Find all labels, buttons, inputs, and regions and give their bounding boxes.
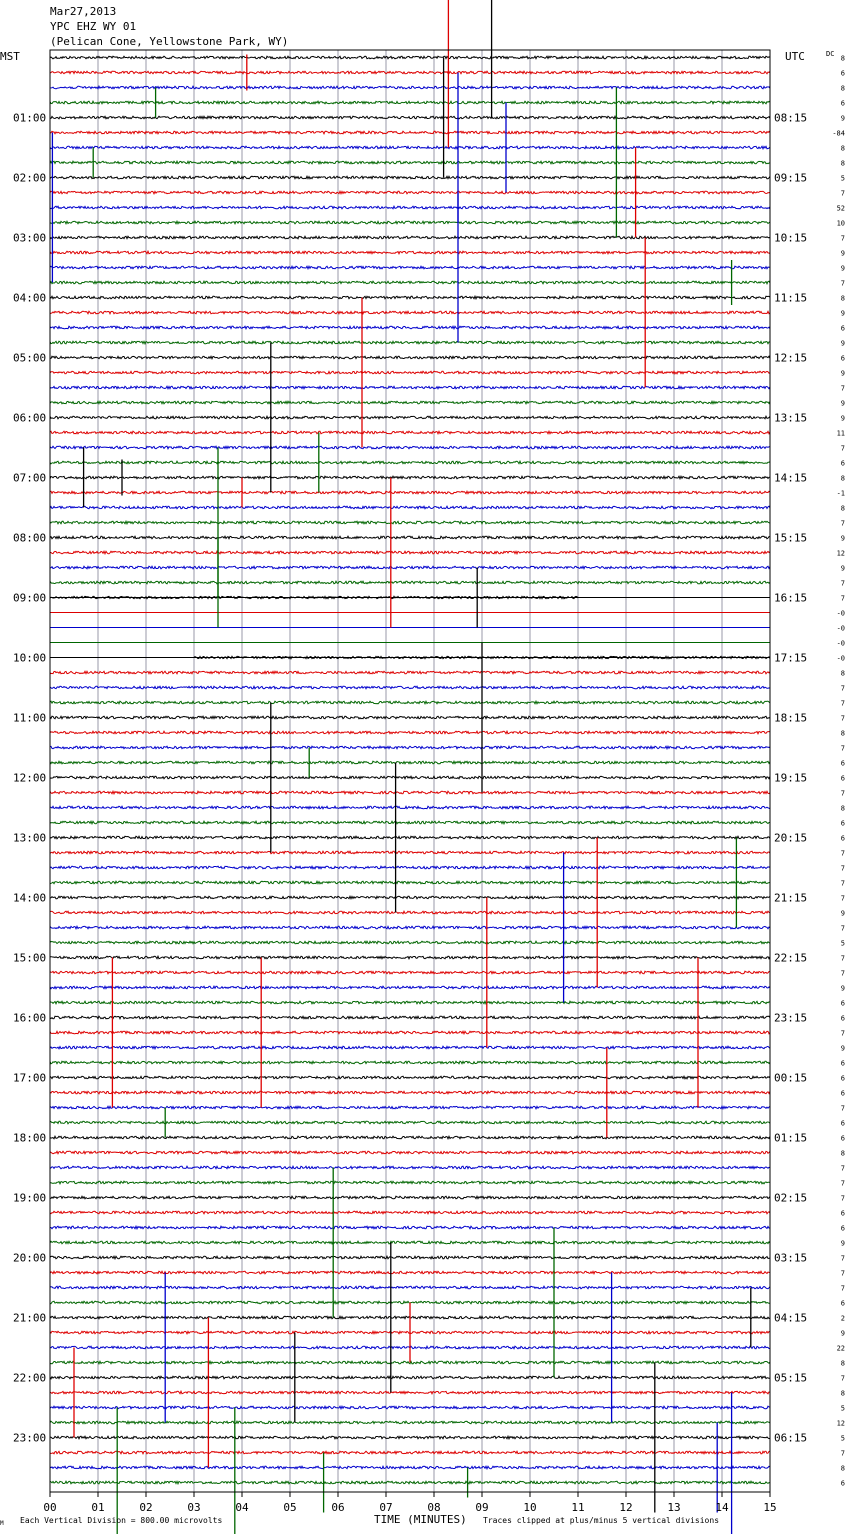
x-tick-label: 00 <box>43 1501 57 1514</box>
right-hour-label: 10:15 <box>774 231 808 245</box>
left-hour-label: 21:00 <box>13 1311 47 1325</box>
right-hour-label: 17:15 <box>774 651 808 665</box>
dc-offset-value: 5 <box>840 939 845 948</box>
trace-row <box>50 896 770 899</box>
dc-offset-value: 7 <box>840 444 845 453</box>
trace-row <box>50 551 770 554</box>
right-hour-label: 05:15 <box>774 1371 808 1385</box>
left-hour-label: 07:00 <box>13 471 47 485</box>
dc-offset-value: 7 <box>840 684 845 693</box>
trace-row <box>50 1091 770 1094</box>
dc-offset-value: 9 <box>840 114 845 123</box>
left-hour-label: 23:00 <box>13 1431 47 1445</box>
scale-note: Each Vertical Division = 800.00 microvolts <box>20 1516 223 1525</box>
trace-row <box>50 1196 770 1199</box>
dc-offset-value: 5 <box>840 1434 845 1443</box>
trace-row <box>50 731 770 734</box>
dc-offset-value: 8 <box>840 1389 845 1398</box>
dc-offset-value: -0 <box>836 624 845 633</box>
right-hour-label: 13:15 <box>774 411 808 425</box>
trace-row <box>50 431 770 434</box>
trace-row <box>50 326 770 329</box>
trace-row <box>50 131 770 134</box>
trace-row <box>50 116 770 119</box>
dc-offset-value: 12 <box>836 1419 845 1428</box>
left-hour-label: 11:00 <box>13 711 47 725</box>
dc-offset-value: 6 <box>840 1119 845 1128</box>
trace-row <box>50 1481 770 1484</box>
plot-frame <box>50 50 770 1492</box>
dc-offset-value: 8 <box>840 159 845 168</box>
dc-offset-value: 9 <box>840 1239 845 1248</box>
trace-row <box>50 1076 770 1079</box>
left-hour-label: 09:00 <box>13 591 47 605</box>
trace-row <box>50 236 770 239</box>
left-hour-label: 18:00 <box>13 1131 47 1145</box>
dc-offset-value: 9 <box>840 534 845 543</box>
trace-row <box>50 1016 770 1019</box>
trace-row <box>50 251 770 254</box>
left-hour-label: 10:00 <box>13 651 47 665</box>
dc-offset-value: 7 <box>840 1029 845 1038</box>
trace-row <box>50 311 770 314</box>
dc-offset-value: 9 <box>840 339 845 348</box>
trace-row <box>50 56 770 59</box>
dc-offset-value: 6 <box>840 1209 845 1218</box>
right-hour-label: 01:15 <box>774 1131 808 1145</box>
dc-offset-value: 6 <box>840 69 845 78</box>
trace-row <box>50 671 770 674</box>
trace-row <box>50 491 770 494</box>
dc-offset-value: 6 <box>840 99 845 108</box>
x-tick-label: 11 <box>571 1501 585 1514</box>
dc-offset-value: -1 <box>836 489 845 498</box>
right-hour-label: 21:15 <box>774 891 808 905</box>
trace-row <box>50 176 770 179</box>
trace-row <box>50 956 770 959</box>
header-date: Mar27,2013 <box>50 5 117 18</box>
right-hour-label: 00:15 <box>774 1071 808 1085</box>
dc-offset-value: 6 <box>840 354 845 363</box>
dc-offset-value: 6 <box>840 324 845 333</box>
trace-row <box>50 1031 770 1034</box>
trace-row <box>50 191 770 194</box>
dc-offset-value: 7 <box>840 1269 845 1278</box>
dc-offset-value: 7 <box>840 579 845 588</box>
trace-row <box>50 1256 770 1259</box>
dc-offset-value: 7 <box>840 879 845 888</box>
trace-row <box>50 476 770 479</box>
trace-row <box>50 416 770 419</box>
left-hour-labels <box>13 112 46 1445</box>
dc-offset-value: 9 <box>840 1329 845 1338</box>
left-hour-label: 17:00 <box>13 1071 47 1085</box>
dc-offset-value: 8 <box>840 54 845 63</box>
trace-row <box>50 1271 770 1274</box>
right-hour-label: 06:15 <box>774 1431 808 1445</box>
trace-row <box>50 206 770 209</box>
dc-offset-value: -84 <box>832 129 845 138</box>
dc-offset-value: 8 <box>840 729 845 738</box>
left-timezone-label: MST <box>0 50 20 63</box>
dc-offset-value: 6 <box>840 759 845 768</box>
trace-row <box>50 521 770 524</box>
x-tick-label: 10 <box>523 1501 537 1514</box>
left-hour-label: 19:00 <box>13 1191 47 1205</box>
trace-row <box>50 1451 770 1454</box>
dc-offset-value: 7 <box>840 279 845 288</box>
trace-row <box>50 506 770 509</box>
dc-offset-value: 8 <box>840 1464 845 1473</box>
dc-offset-value: 8 <box>840 504 845 513</box>
right-hour-label: 20:15 <box>774 831 808 845</box>
trace-row <box>50 581 770 584</box>
trace-row <box>50 281 770 284</box>
dc-offset-value: 6 <box>840 1299 845 1308</box>
dc-offset-value: -0 <box>836 654 845 663</box>
dc-offset-value: 6 <box>840 459 845 468</box>
dc-offset-value: 8 <box>840 84 845 93</box>
left-hour-label: 15:00 <box>13 951 47 965</box>
trace-row <box>50 371 770 374</box>
trace-row <box>50 1046 770 1049</box>
trace-row <box>50 851 770 854</box>
trace-row <box>50 1241 770 1244</box>
dc-offset-value: 8 <box>840 804 845 813</box>
x-axis-title: TIME (MINUTES) <box>374 1513 467 1526</box>
trace-row <box>50 881 770 884</box>
dc-header-label: DC <box>826 50 835 58</box>
left-hour-label: 20:00 <box>13 1251 47 1265</box>
dc-offset-value: 6 <box>840 1074 845 1083</box>
trace-row <box>50 101 770 104</box>
dc-offset-value: 7 <box>840 894 845 903</box>
dc-offset-value: 7 <box>840 954 845 963</box>
dc-offset-value: -0 <box>836 639 845 648</box>
trace-row <box>50 821 770 824</box>
x-tick-label: 05 <box>283 1501 297 1514</box>
trace-row <box>50 161 770 164</box>
dc-offset-value: 6 <box>840 1089 845 1098</box>
left-hour-label: 22:00 <box>13 1371 47 1385</box>
right-hour-labels <box>774 112 807 1445</box>
trace-row <box>50 1151 770 1154</box>
x-tick-label: 03 <box>187 1501 201 1514</box>
left-hour-label: 12:00 <box>13 771 47 785</box>
left-hour-label: 13:00 <box>13 831 47 845</box>
x-tick-label: 04 <box>235 1501 249 1514</box>
trace-row <box>50 836 770 839</box>
x-tick-label: 13 <box>667 1501 681 1514</box>
trace-row <box>50 1136 770 1139</box>
dc-offset-value: 7 <box>840 1179 845 1188</box>
dc-offset-value: 7 <box>840 1194 845 1203</box>
dc-offset-value: 7 <box>840 594 845 603</box>
right-hour-label: 16:15 <box>774 591 808 605</box>
trace-row <box>50 866 770 869</box>
dc-offset-labels <box>832 55 845 1488</box>
x-tick-label: 07 <box>379 1501 393 1514</box>
dc-offset-value: 6 <box>840 1014 845 1023</box>
dc-offset-value: 7 <box>840 519 845 528</box>
dc-offset-value: 6 <box>840 999 845 1008</box>
left-hour-label: 04:00 <box>13 291 47 305</box>
dc-offset-value: 11 <box>836 429 845 438</box>
right-hour-label: 19:15 <box>774 771 808 785</box>
clip-note: Traces clipped at plus/minus 5 vertical divisions <box>483 1516 720 1525</box>
dc-offset-value: 7 <box>840 1164 845 1173</box>
trace-row <box>50 401 770 404</box>
trace-row <box>50 146 770 149</box>
dc-offset-value: 52 <box>836 204 845 213</box>
dc-offset-value: 7 <box>840 849 845 858</box>
trace-row <box>50 1436 770 1439</box>
dc-offset-value: 6 <box>840 1134 845 1143</box>
left-hour-label: 14:00 <box>13 891 47 905</box>
dc-offset-value: -0 <box>836 609 845 618</box>
x-tick-label: 09 <box>475 1501 489 1514</box>
dc-offset-value: 7 <box>840 189 845 198</box>
right-hour-label: 14:15 <box>774 471 808 485</box>
left-hour-label: 03:00 <box>13 231 47 245</box>
dc-offset-value: 7 <box>840 924 845 933</box>
dc-offset-value: 9 <box>840 564 845 573</box>
trace-row <box>50 221 770 224</box>
dc-offset-value: 22 <box>836 1344 845 1353</box>
dc-offset-value: 5 <box>840 1404 845 1413</box>
trace-row <box>50 941 770 944</box>
dc-offset-value: 9 <box>840 984 845 993</box>
dc-offset-value: 7 <box>840 1254 845 1263</box>
dc-offset-value: 7 <box>840 744 845 753</box>
dc-offset-value: 8 <box>840 294 845 303</box>
trace-row <box>50 986 770 989</box>
dc-offset-value: 6 <box>840 774 845 783</box>
dc-offset-value: 8 <box>840 144 845 153</box>
trace-row <box>50 461 770 464</box>
trace-row <box>50 71 770 74</box>
dc-offset-value: 10 <box>836 219 845 228</box>
trace-row <box>50 1211 770 1214</box>
trace-row <box>50 911 770 914</box>
dc-offset-value: 7 <box>840 1374 845 1383</box>
dc-offset-value: 6 <box>840 834 845 843</box>
trace-row <box>50 341 770 344</box>
left-hour-label: 16:00 <box>13 1011 47 1025</box>
x-tick-label: 14 <box>715 1501 729 1514</box>
right-hour-label: 23:15 <box>774 1011 808 1025</box>
trace-row <box>50 1406 770 1409</box>
right-hour-label: 22:15 <box>774 951 808 965</box>
trace-row <box>50 1376 770 1379</box>
trace-row <box>50 566 770 569</box>
dc-offset-value: 6 <box>840 819 845 828</box>
right-hour-label: 03:15 <box>774 1251 808 1265</box>
dc-offset-value: 9 <box>840 399 845 408</box>
trace-row <box>50 1166 770 1169</box>
dc-offset-value: 9 <box>840 369 845 378</box>
right-hour-label: 09:15 <box>774 171 808 185</box>
x-tick-label: 02 <box>139 1501 153 1514</box>
dc-offset-value: 7 <box>840 699 845 708</box>
dc-offset-value: 12 <box>836 549 845 558</box>
trace-row <box>50 1421 770 1424</box>
trace-group <box>50 56 770 1484</box>
x-tick-labels <box>43 1492 776 1514</box>
trace-row <box>50 386 770 389</box>
trace-row <box>50 446 770 449</box>
right-hour-label: 15:15 <box>774 531 808 545</box>
dc-offset-value: 6 <box>840 1479 845 1488</box>
x-tick-label: 06 <box>331 1501 345 1514</box>
trace-row <box>50 86 770 89</box>
trace-row <box>50 686 770 689</box>
dc-offset-value: 6 <box>840 1059 845 1068</box>
left-hour-label: 08:00 <box>13 531 47 545</box>
trace-row <box>50 1391 770 1394</box>
left-hour-label: 05:00 <box>13 351 47 365</box>
trace-row <box>50 701 770 704</box>
dc-offset-value: 7 <box>840 1284 845 1293</box>
trace-row <box>50 1466 770 1469</box>
trace-row <box>50 746 770 749</box>
trace-row <box>50 971 770 974</box>
dc-offset-value: 7 <box>840 714 845 723</box>
dc-offset-value: 7 <box>840 384 845 393</box>
right-timezone-label: UTC <box>785 50 805 63</box>
x-tick-label: 08 <box>427 1501 441 1514</box>
right-hour-label: 12:15 <box>774 351 808 365</box>
trace-row <box>50 791 770 794</box>
trace-row <box>50 761 770 764</box>
dc-offset-value: 8 <box>840 669 845 678</box>
dc-offset-value: 8 <box>840 1149 845 1158</box>
trace-row <box>50 1286 770 1289</box>
trace-row <box>50 356 770 359</box>
trace-row <box>50 1001 770 1004</box>
left-hour-label: 01:00 <box>13 111 47 125</box>
dc-offset-value: 9 <box>840 1044 845 1053</box>
trace-row <box>50 926 770 929</box>
dc-offset-value: 9 <box>840 249 845 258</box>
corner-mark: M <box>0 1520 4 1527</box>
dc-offset-value: 7 <box>840 1449 845 1458</box>
dc-offset-value: 8 <box>840 474 845 483</box>
header-station: YPC EHZ WY 01 <box>50 20 137 33</box>
right-hour-label: 18:15 <box>774 711 808 725</box>
right-hour-label: 08:15 <box>774 111 808 125</box>
dc-offset-value: 7 <box>840 789 845 798</box>
dc-offset-value: 9 <box>840 909 845 918</box>
left-hour-label: 02:00 <box>13 171 47 185</box>
dc-offset-value: 9 <box>840 264 845 273</box>
dc-offset-value: 7 <box>840 864 845 873</box>
dc-offset-value: 9 <box>840 414 845 423</box>
left-hour-label: 06:00 <box>13 411 47 425</box>
x-tick-label: 15 <box>763 1501 777 1514</box>
header-location: (Pelican Cone, Yellowstone Park, WY) <box>50 35 289 48</box>
trace-row <box>50 1061 770 1064</box>
trace-row <box>50 1181 770 1184</box>
right-hour-label: 04:15 <box>774 1311 808 1325</box>
trace-row <box>50 296 770 299</box>
dc-offset-value: 5 <box>840 174 845 183</box>
trace-row <box>50 806 770 809</box>
right-hour-label: 02:15 <box>774 1191 808 1205</box>
dc-offset-value: 2 <box>840 1314 845 1323</box>
trace-row <box>50 716 770 719</box>
trace-row <box>50 1121 770 1124</box>
x-tick-label: 12 <box>619 1501 633 1514</box>
trace-row <box>50 1106 770 1109</box>
trace-row <box>50 536 770 539</box>
right-hour-label: 11:15 <box>774 291 808 305</box>
dc-offset-value: 7 <box>840 1104 845 1113</box>
dc-offset-value: 8 <box>840 1359 845 1368</box>
dc-offset-value: 7 <box>840 234 845 243</box>
dc-offset-value: 6 <box>840 1224 845 1233</box>
trace-row <box>50 1226 770 1229</box>
trace-row <box>50 266 770 269</box>
trace-row <box>50 776 770 779</box>
trace-noise <box>50 596 578 598</box>
dc-offset-value: 9 <box>840 309 845 318</box>
x-tick-label: 01 <box>91 1501 105 1514</box>
dc-offset-value: 7 <box>840 969 845 978</box>
